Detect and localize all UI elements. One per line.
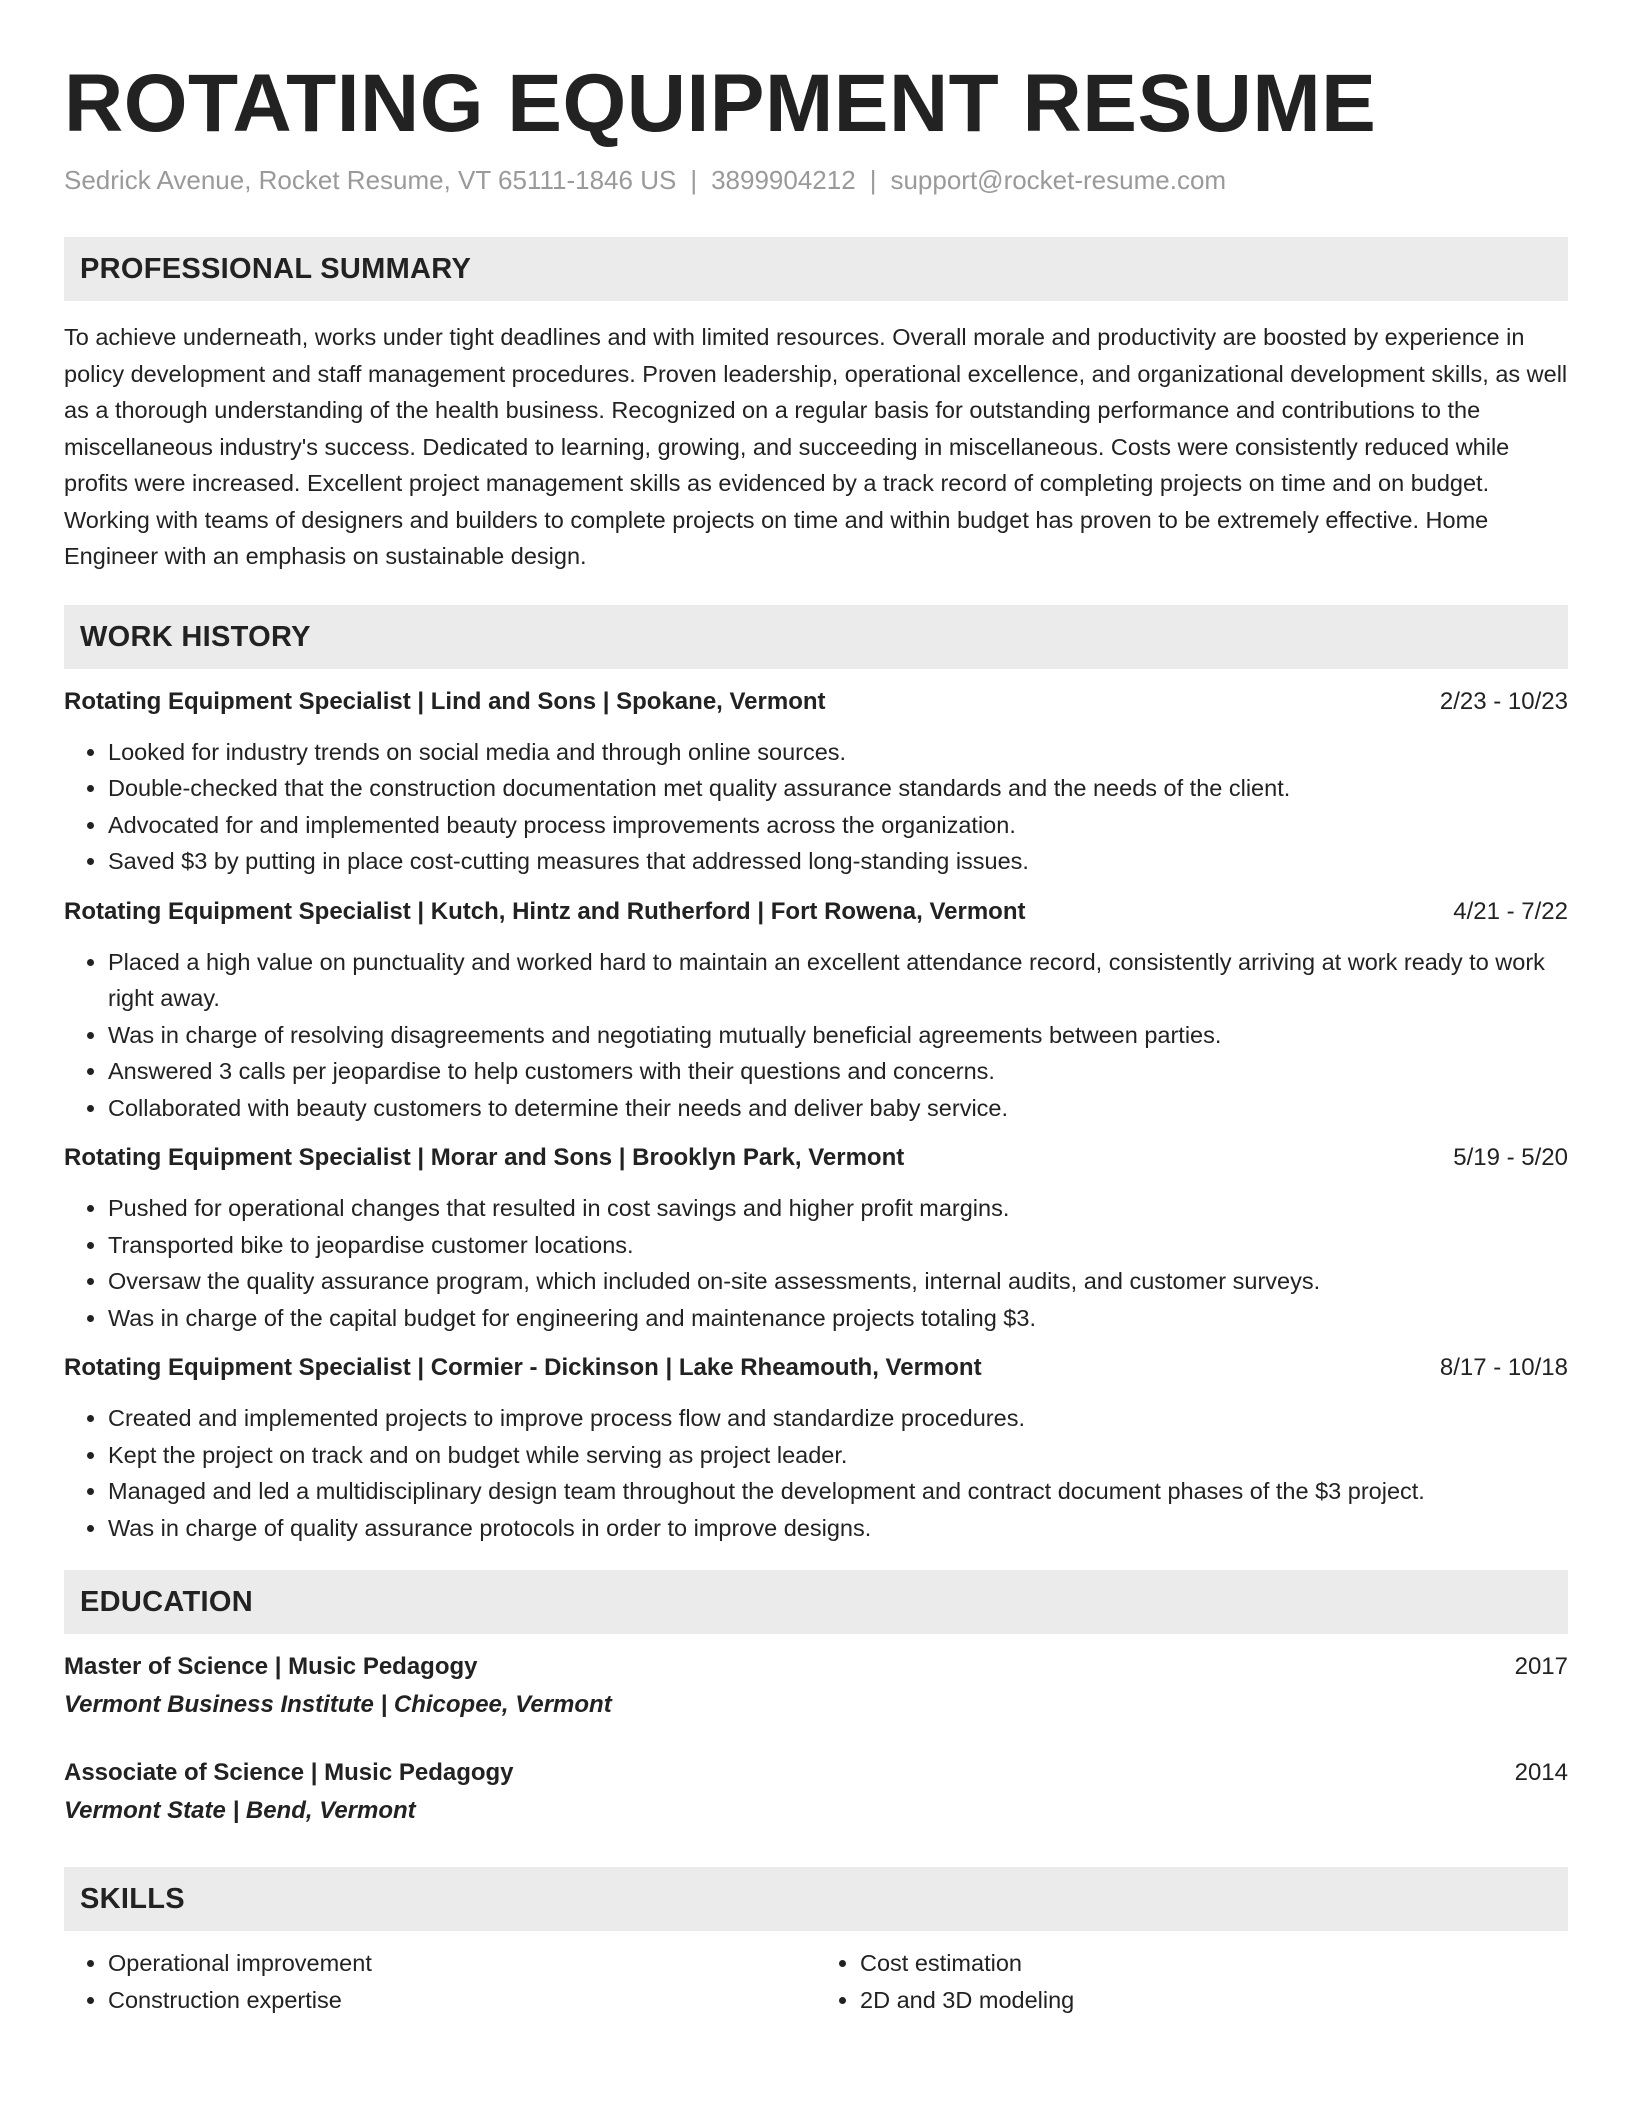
job-bullet: • Answered 3 calls per jeopardise to help customers with their questions and concerns. (108, 1053, 1568, 1090)
education-header (64, 1649, 1568, 1685)
job-bullet: • Double-checked that the construction documentation met quality assurance standards and the needs of the client. (108, 770, 1568, 807)
job-bullet: • Managed and led a multidisciplinary design team throughout the development and contract document phases of the $3 project. (108, 1473, 1568, 1510)
job-bullets (64, 734, 1568, 880)
education-year: 2017 (1514, 1653, 1568, 1680)
job-bullet: • Advocated for and implemented beauty process improvements across the organization. (108, 807, 1568, 844)
job-title: Rotating Equipment Specialist | Lind and Sons | Spokane, Vermont (64, 687, 826, 715)
job-bullet: • Created and implemented projects to improve process flow and standardize procedures. (108, 1400, 1568, 1437)
job-entry (64, 1140, 1568, 1336)
section-header-skills: SKILLS (64, 1867, 1568, 1931)
job-header (64, 1140, 1568, 1176)
job-bullet: • Saved $3 by putting in place cost-cutting measures that addressed long-standing issues. (108, 843, 1568, 880)
skill-item: • Construction expertise (108, 1982, 816, 2019)
job-bullets (64, 1400, 1568, 1546)
job-dates: 2/23 - 10/23 (1439, 687, 1568, 715)
contact-line (64, 162, 1568, 198)
job-dates: 4/21 - 7/22 (1453, 897, 1568, 925)
contact-phone: 3899904212 (711, 165, 856, 195)
skill-item: • 2D and 3D modeling (860, 1982, 1568, 2019)
job-bullet: • Oversaw the quality assurance program, which included on-site assessments, internal audits, and customer surveys. (108, 1263, 1568, 1300)
education-school: Vermont Business Institute | Chicopee, Vermont (64, 1691, 612, 1718)
skill-item: • Operational improvement (108, 1945, 816, 1982)
job-entry (64, 684, 1568, 880)
skills-column-left (64, 1945, 816, 2018)
job-header (64, 894, 1568, 930)
job-bullet: • Placed a high value on punctuality and worked hard to maintain an excellent attendance record, consistently arriving at work ready to work right away. (108, 944, 1568, 1017)
job-bullet: • Kept the project on track and on budget while serving as project leader. (108, 1437, 1568, 1474)
contact-email: support@rocket-resume.com (890, 165, 1227, 195)
job-dates: 8/17 - 10/18 (1439, 1354, 1568, 1381)
job-title: Rotating Equipment Specialist | Cormier - Dickinson | Lake Rheamouth, Vermont (64, 1354, 982, 1381)
summary-text: To achieve underneath, works under tight deadlines and with limited resources. Overall morale and productivity are boosted by experience in policy development and staff management procedures. Proven leadership, operational excellence, and organizational development skills, as well as a thorough understanding of the health business. Recognized on a regular basis for outstanding performance and contributions to the miscellaneous industry's success. Dedicated to learning, growing, and succeeding in miscellaneous. Costs were consistently reduced while profits were increased. Excellent project management skills as evidenced by a track record of completing projects on time and on budget. Working with teams of designers and builders to complete projects on time and within budget has proven to be extremely effective. Home Engineer with an emphasis on sustainable design. (64, 324, 1568, 569)
skills-list (64, 1945, 1568, 2018)
education-entry (64, 1755, 1568, 1829)
resume-page (64, 0, 1568, 2018)
contact-address: Sedrick Avenue, Rocket Resume, VT 65111-1846 US (64, 165, 677, 195)
job-bullet: • Pushed for operational changes that resulted in cost savings and higher profit margins. (108, 1190, 1568, 1227)
section-header-summary: PROFESSIONAL SUMMARY (64, 237, 1568, 301)
education-degree: Associate of Science | Music Pedagogy (64, 1759, 514, 1786)
job-title: Rotating Equipment Specialist | Kutch, Hintz and Rutherford | Fort Rowena, Vermont (64, 897, 1026, 925)
job-bullet: • Was in charge of quality assurance protocols in order to improve designs. (108, 1510, 1568, 1547)
job-dates: 5/19 - 5/20 (1453, 1144, 1568, 1171)
job-bullets (64, 1190, 1568, 1336)
job-bullet: • Was in charge of the capital budget for engineering and maintenance projects totaling $3. (108, 1300, 1568, 1337)
skill-item: • Cost estimation (860, 1945, 1568, 1982)
section-header-work-history: WORK HISTORY (64, 605, 1568, 669)
skills-column-right (816, 1945, 1568, 2018)
education-header (64, 1755, 1568, 1791)
section-header-education: EDUCATION (64, 1570, 1568, 1634)
contact-separator: | (690, 165, 698, 195)
job-bullet: • Transported bike to jeopardise customer locations. (108, 1227, 1568, 1264)
job-entry (64, 894, 1568, 1127)
resume-title: ROTATING EQUIPMENT RESUME (64, 58, 1377, 149)
contact-separator: | (869, 165, 877, 195)
job-title: Rotating Equipment Specialist | Morar and Sons | Brooklyn Park, Vermont (64, 1144, 905, 1171)
education-entry (64, 1649, 1568, 1723)
job-bullet: • Looked for industry trends on social media and through online sources. (108, 734, 1568, 771)
job-header (64, 1350, 1568, 1386)
job-entry (64, 1350, 1568, 1546)
job-bullet: • Collaborated with beauty customers to determine their needs and deliver baby service. (108, 1090, 1568, 1127)
education-year: 2014 (1514, 1759, 1568, 1786)
education-school: Vermont State | Bend, Vermont (64, 1797, 416, 1824)
job-bullet: • Was in charge of resolving disagreements and negotiating mutually beneficial agreements between parties. (108, 1017, 1568, 1054)
education-degree: Master of Science | Music Pedagogy (64, 1653, 478, 1680)
job-bullets (64, 944, 1568, 1127)
job-header (64, 684, 1568, 720)
